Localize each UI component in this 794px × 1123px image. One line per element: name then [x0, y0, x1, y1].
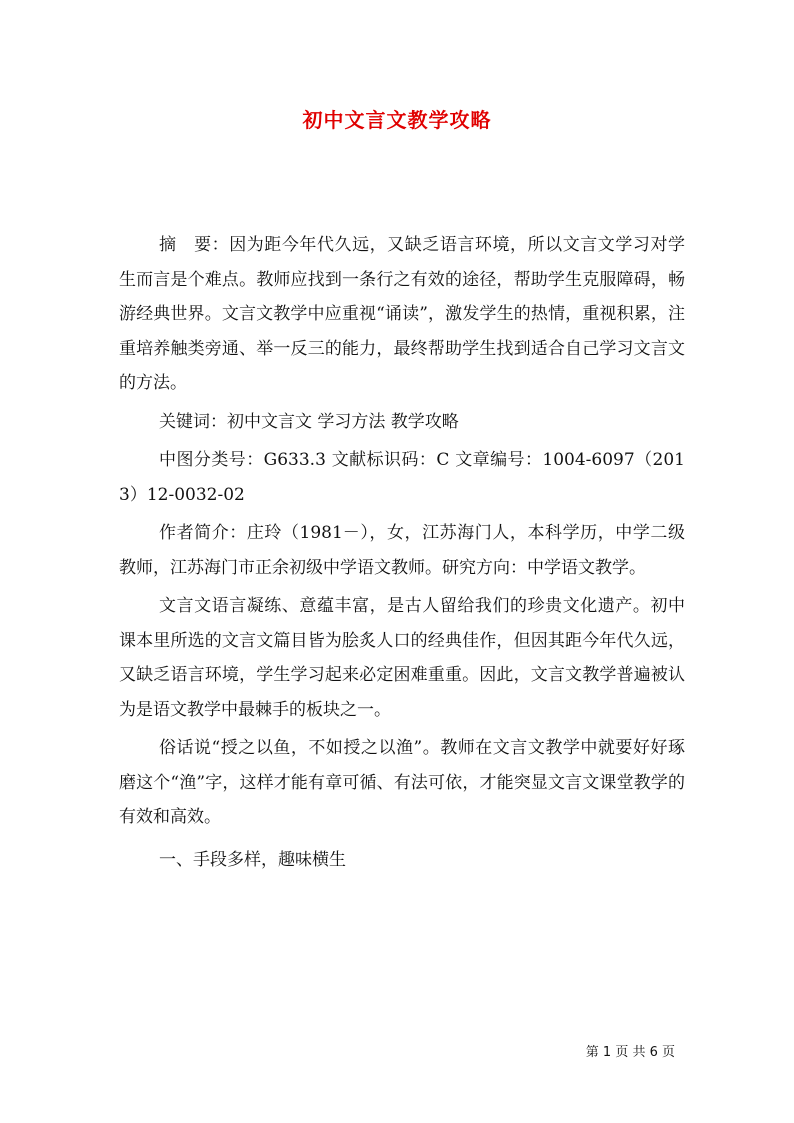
author-bio-paragraph: 作者简介：庄玲（1981－），女，江苏海门人，本科学历，中学二级教师，江苏海门市正余初级中学语文教师。研究方向：中学语文教学。: [119, 523, 685, 578]
page-number: 第 1 页 共 6 页: [585, 1045, 675, 1060]
document-body: [119, 228, 685, 877]
body-paragraph-2: 俗话说“授之以鱼，不如授之以渔”。教师在文言文教学中就要好好琢磨这个“渔”字，这样才能有章可循、有法可依，才能突显文言文课堂教学的有效和高效。: [119, 738, 685, 827]
keywords-line: 关键词：初中文言文 学习方法 教学攻略: [159, 411, 459, 432]
abstract-paragraph: 摘 要：因为距今年代久远，又缺乏语言环境，所以文言文学习对学生而言是个难点。教师应找到一条行之有效的途径，帮助学生克服障碍，畅游经典世界。文言文教学中应重视“诵读”，激发学生的热情，重视积累，注重培养触类旁通、举一反三的能力，最终帮助学生找到适合自己学习文言文的方法。: [119, 235, 685, 393]
document-title: 初中文言文教学攻略: [302, 108, 492, 132]
section-heading-1: 一、手段多样，趣味横生: [159, 849, 346, 870]
classification-line: 中图分类号：G633.3 文献标识码：C 文章编号：1004-6097（2013）12-0032-02: [119, 450, 685, 505]
body-paragraph-1: 文言文语言凝练、意蕴丰富，是古人留给我们的珍贵文化遗产。初中课本里所选的文言文篇目皆为脍炙人口的经典佳作，但因其距今年代久远，又缺乏语言环境，学生学习起来必定困难重重。因此，文言文教学普遍被认为是语文教学中最棘手的板块之一。: [119, 596, 685, 720]
